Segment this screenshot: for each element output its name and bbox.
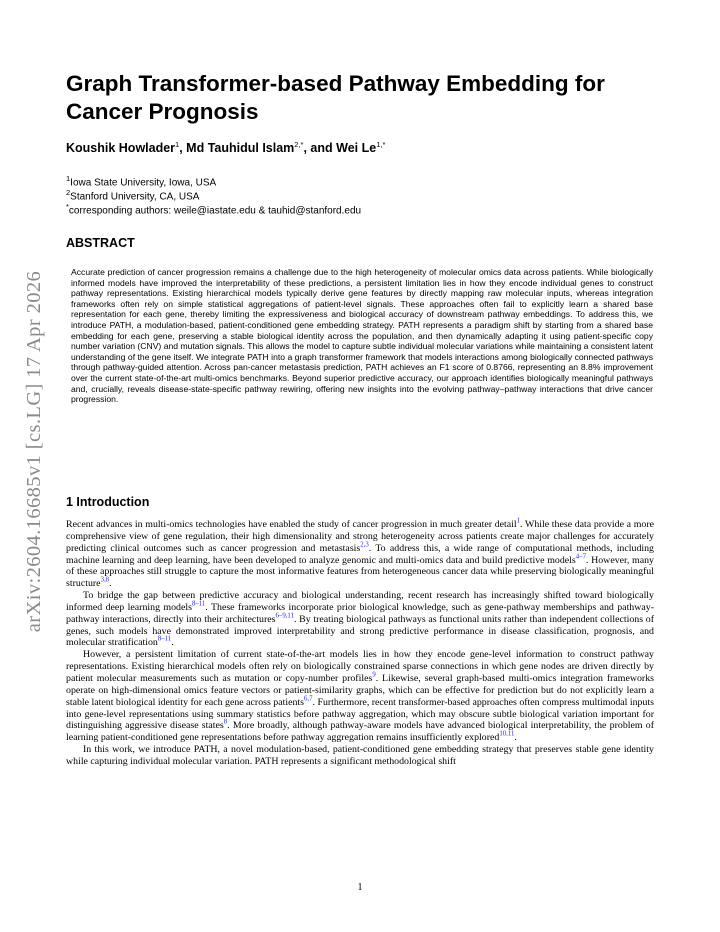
paragraph-text: . However, many of these approaches still struggle to capture the most informative features from heterogeneous cancer data while preserving biologically meaningful structure	[66, 554, 654, 590]
citation-link[interactable]: 3,8	[100, 576, 110, 584]
paragraph-text: . Furthermore, recent transformer-based approaches often compress multimodal inputs into gene-level representations using summary statistics before pathway aggregation, which may obscure subtle biological variation important for distinguishing aggressive disease states	[66, 696, 654, 732]
paragraph-text: To bridge the gap between predictive accuracy and biological understanding, recent research has increasingly shifted toward biologically informed deep learning models	[66, 590, 654, 613]
arxiv-stamp-text: arXiv:2604.16685v1 [cs.LG] 17 Apr 2026	[23, 270, 46, 632]
affiliation-text: Stanford University, CA, USA	[70, 191, 200, 203]
author-affiliation-mark: 1,*	[376, 140, 386, 149]
paragraph-text: . These frameworks incorporate prior biological knowledge, such as gene-pathway memberships and pathway-pathway interactions, directly into their architectures	[66, 601, 654, 625]
affiliation-mark: 2	[66, 188, 71, 197]
body-paragraph	[66, 590, 654, 649]
affiliation-text: Iowa State University, Iowa, USA	[70, 177, 217, 189]
paragraph-text: .	[171, 637, 174, 649]
paragraph-text: . While these data provide a more comprehensive view of gene regulation, their high dimensionality and strong heterogeneity across patients create major challenges for accurately predicting clinical outcomes such as cancer progression and metastasis	[66, 519, 654, 554]
citation-link[interactable]: 4–7	[575, 553, 586, 561]
abstract-text: Accurate prediction of cancer progression remains a challenge due to the high heterogeneity of molecular omics data across patients. While biologically informed models have improved the interpretability of these predictions, a persistent limitation lies in how they encode individual genes to construct pathway representations. Existing hierarchical models typically derive gene features by directly mapping raw molecular inputs, whereas integration frameworks often rely on simple statistical aggregations of patient-level signals. These approaches often fail to explicitly learn a shared base representation for each gene, thereby limiting the expressiveness and biological accuracy of downstream pathway embeddings. To address this, we introduce PATH, a modulation-based, patient-conditioned gene embedding strategy. PATH represents a paradigm shift by starting from a shared base embedding for each gene, preserving a stable biological identity across the population, and then dynamically adapting it using patient-specific copy number variation (CNV) and mutation signals. This allows the model to capture subtle individual molecular variations while maintaining a consistent latent understanding of the gene itself. We integrate PATH into a graph transformer framework that models interactions among biologically connected pathways through pathway-guided attention. Across pan-cancer metastasis prediction, PATH achieves an F1 score of 0.8766, representing an 8.8% improvement over the current state-of-the-art multi-omics benchmarks. Beyond superior predictive accuracy, our approach identifies biologically meaningful pathways and, crucially, reveals disease-state-specific pathway rewiring, offering new insights into the evolving pathway–pathway interactions that drive cancer progression.	[71, 267, 653, 405]
affiliation	[66, 201, 666, 217]
author-name: Koushik Howlader	[66, 141, 176, 156]
paragraph-text: . To address this, a wide range of computational methods, including machine learning and deep learning, have been developed to analyze genomic and multi-omics data and build predictive models	[66, 542, 654, 566]
corresponding-authors-text: corresponding authors: weile@iastate.edu & tauhid@stanford.edu	[68, 205, 362, 217]
citation-link[interactable]: 2,3	[360, 541, 369, 549]
paragraph-text: .	[109, 578, 112, 590]
abstract-heading: ABSTRACT	[66, 236, 135, 250]
arxiv-stamp	[10, 258, 60, 644]
author-separator: , and	[303, 141, 337, 156]
paragraph-text: . More broadly, although pathway-aware models have advanced biological interpretability, the problem of learning patient-conditioned gene representations before pathway aggregation remains insufficiently explored	[66, 720, 654, 744]
introduction-body	[66, 519, 654, 768]
page-number: 1	[357, 882, 363, 893]
paragraph-text: However, a persistent limitation of current state-of-the-art models lies in how they encode gene-level information to construct pathway representations. Existing hierarchical models often rely on biologically constrained sparse connections in which gene nodes are driven directly by patient molecular measurements such as mutation or copy-number profiles	[66, 649, 654, 684]
paragraph-text: Recent advances in multi-omics technologies have enabled the study of cancer progression in much greater detail	[66, 519, 517, 530]
body-paragraph	[66, 649, 654, 744]
citation-link[interactable]: 8–11	[191, 600, 206, 608]
citation-link[interactable]: 1	[516, 517, 521, 525]
body-paragraph	[66, 519, 654, 590]
paragraph-text: . By treating biological pathways as functional units rather than independent collections of genes, such models have demonstrated improved interpretability and strong predictive performance in disease classification, prognosis, and molecular stratification	[66, 613, 654, 649]
citation-link[interactable]: 6–9,11	[275, 612, 294, 620]
section-heading-introduction: 1 Introduction	[66, 495, 150, 509]
affiliation-mark: 1	[66, 174, 71, 183]
citation-link[interactable]: 10,11	[499, 730, 515, 738]
author-affiliation-mark: 1	[175, 140, 180, 149]
affiliation-mark: *	[66, 202, 69, 211]
paper-title: Graph Transformer-based Pathway Embedding for Cancer Prognosis	[66, 71, 605, 124]
citation-link[interactable]: 9	[372, 671, 376, 679]
paragraph-text: In this work, we introduce PATH, a novel modulation-based, patient-conditioned gene embedding strategy that preserves stable gene identity while capturing individual molecular variation. PATH represents a significant methodological shift	[66, 744, 654, 767]
author-separator: ,	[179, 141, 187, 156]
paragraph-text: .	[514, 732, 517, 744]
paragraph-text: . Likewise, several graph-based multi-omics integration frameworks operate on high-dimensional omics feature vectors or patient-similarity graphs, which can be effective for prediction but do not explicitly learn a stable latent biological identity for each gene across patients	[66, 672, 654, 708]
citation-link[interactable]: 6,7	[304, 695, 313, 703]
citation-link[interactable]: 8–11	[157, 636, 172, 644]
author-name: Wei Le	[336, 141, 377, 156]
citation-link[interactable]: 8	[223, 719, 228, 727]
body-paragraph	[66, 744, 654, 768]
author-affiliation-mark: 2,*	[294, 140, 304, 149]
author-name: Md Tauhidul Islam	[186, 141, 295, 156]
author-list	[66, 140, 666, 155]
